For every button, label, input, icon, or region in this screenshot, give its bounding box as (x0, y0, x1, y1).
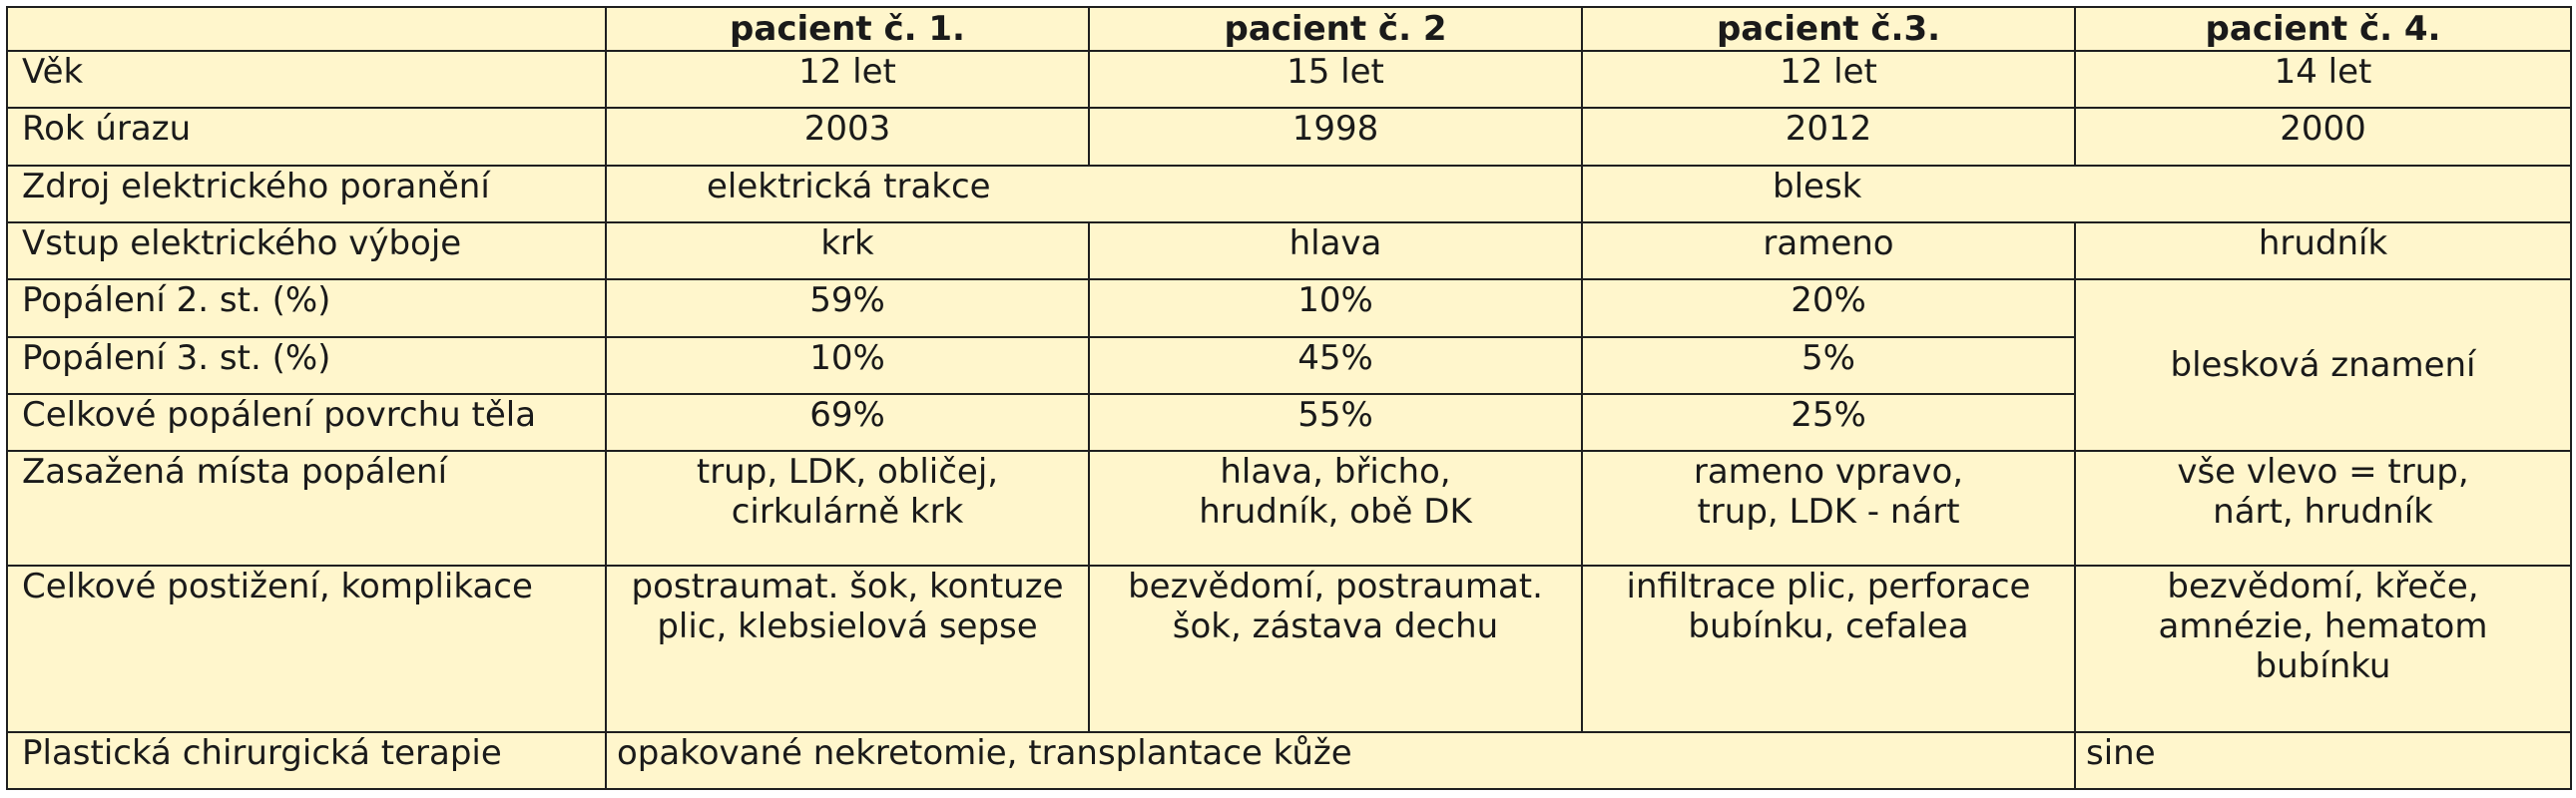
cell-lightning-marks: blesková znamení (2075, 279, 2571, 451)
row-label-sites: Zasažená místa popálení (7, 451, 606, 566)
cell-burn-total-p1: 69% (606, 394, 1089, 451)
cell-complications-p3 (1582, 566, 2075, 732)
cell-line: bubínku, cefalea (1688, 605, 1969, 646)
table-row-sites (7, 451, 2571, 566)
table-row-burn2 (7, 279, 2571, 336)
cell-burn2-p1: 59% (606, 279, 1089, 336)
header-patient-1: pacient č. 1. (606, 7, 1089, 51)
header-patient-2: pacient č. 2 (1089, 7, 1582, 51)
cell-therapy-p4: sine (2075, 732, 2571, 789)
row-label-burn3: Popálení 3. st. (%) (7, 337, 606, 394)
cell-complications-p1 (606, 566, 1089, 732)
cell-burn2-p3: 20% (1582, 279, 2075, 336)
cell-entry-p3: rameno (1582, 222, 2075, 279)
row-label-therapy: Plastická chirurgická terapie (7, 732, 606, 789)
row-label-burn2: Popálení 2. st. (%) (7, 279, 606, 336)
cell-burn3-p3: 5% (1582, 337, 2075, 394)
row-label-source: Zdroj elektrického poranění (7, 166, 606, 222)
cell-age-p4: 14 let (2075, 51, 2571, 108)
cell-year-p3: 2012 (1582, 108, 2075, 165)
cell-line: cirkulárně krk (731, 492, 964, 533)
header-corner-cell (7, 7, 606, 51)
header-patient-4: pacient č. 4. (2075, 7, 2571, 51)
cell-sites-p2 (1089, 451, 1582, 566)
cell-age-p3: 12 let (1582, 51, 2075, 108)
table-header-row (7, 7, 2571, 51)
cell-complications-p4 (2075, 566, 2571, 732)
cell-line: trup, LDK - nárt (1697, 492, 1960, 533)
cell-year-p2: 1998 (1089, 108, 1582, 165)
row-label-complications: Celkové postižení, komplikace (7, 566, 606, 732)
cell-age-p2: 15 let (1089, 51, 1582, 108)
cell-burn2-p2: 10% (1089, 279, 1582, 336)
cell-line: bezvědomí, křeče, (2167, 566, 2479, 606)
table-row-complications (7, 566, 2571, 732)
cell-burn-total-p3: 25% (1582, 394, 2075, 451)
cell-line: nárt, hrudník (2213, 492, 2433, 533)
cell-line: amnézie, hematom (2158, 605, 2488, 646)
cell-year-p1: 2003 (606, 108, 1089, 165)
row-label-age: Věk (7, 51, 606, 108)
header-patient-3: pacient č.3. (1582, 7, 2075, 51)
table-row-source (7, 166, 2571, 222)
cell-line: plic, klebsielová sepse (657, 605, 1038, 646)
cell-year-p4: 2000 (2075, 108, 2571, 165)
cell-line: šok, zástava dechu (1172, 605, 1499, 646)
row-label-year: Rok úrazu (7, 108, 606, 165)
cell-age-p1: 12 let (606, 51, 1089, 108)
row-label-entry: Vstup elektrického výboje (7, 222, 606, 279)
cell-burn-total-p2: 55% (1089, 394, 1582, 451)
cell-source-p3-p4: blesk (1582, 166, 2571, 222)
cell-line: hlava, břicho, (1220, 452, 1451, 493)
cell-burn3-p1: 10% (606, 337, 1089, 394)
cell-line: bubínku (2255, 645, 2391, 686)
cell-burn3-p2: 45% (1089, 337, 1582, 394)
table-row-age (7, 51, 2571, 108)
table-row-year (7, 108, 2571, 165)
cell-line: hrudník, obě DK (1199, 492, 1472, 533)
cell-entry-p2: hlava (1089, 222, 1582, 279)
table-row-therapy (7, 732, 2571, 789)
cell-therapy-p1-p3: opakované nekretomie, transplantace kůže (606, 732, 2075, 789)
cell-line: rameno vpravo, (1693, 452, 1964, 493)
cell-line: infiltrace plic, perforace (1626, 566, 2031, 606)
cell-complications-p2 (1089, 566, 1582, 732)
cell-sites-p1 (606, 451, 1089, 566)
cell-line: bezvědomí, postraumat. (1128, 566, 1543, 606)
cell-sites-p3 (1582, 451, 2075, 566)
cell-line: vše vlevo = trup, (2177, 452, 2469, 493)
cell-line: postraumat. šok, kontuze (631, 566, 1064, 606)
cell-source-p1-p2: elektrická trakce (606, 166, 1582, 222)
cell-entry-p1: krk (606, 222, 1089, 279)
cell-entry-p4: hrudník (2075, 222, 2571, 279)
table-row-entry (7, 222, 2571, 279)
row-label-burn-total: Celkové popálení povrchu těla (7, 394, 606, 451)
patient-comparison-table (6, 6, 2572, 790)
cell-line: trup, LDK, obličej, (696, 452, 999, 493)
cell-sites-p4 (2075, 451, 2571, 566)
